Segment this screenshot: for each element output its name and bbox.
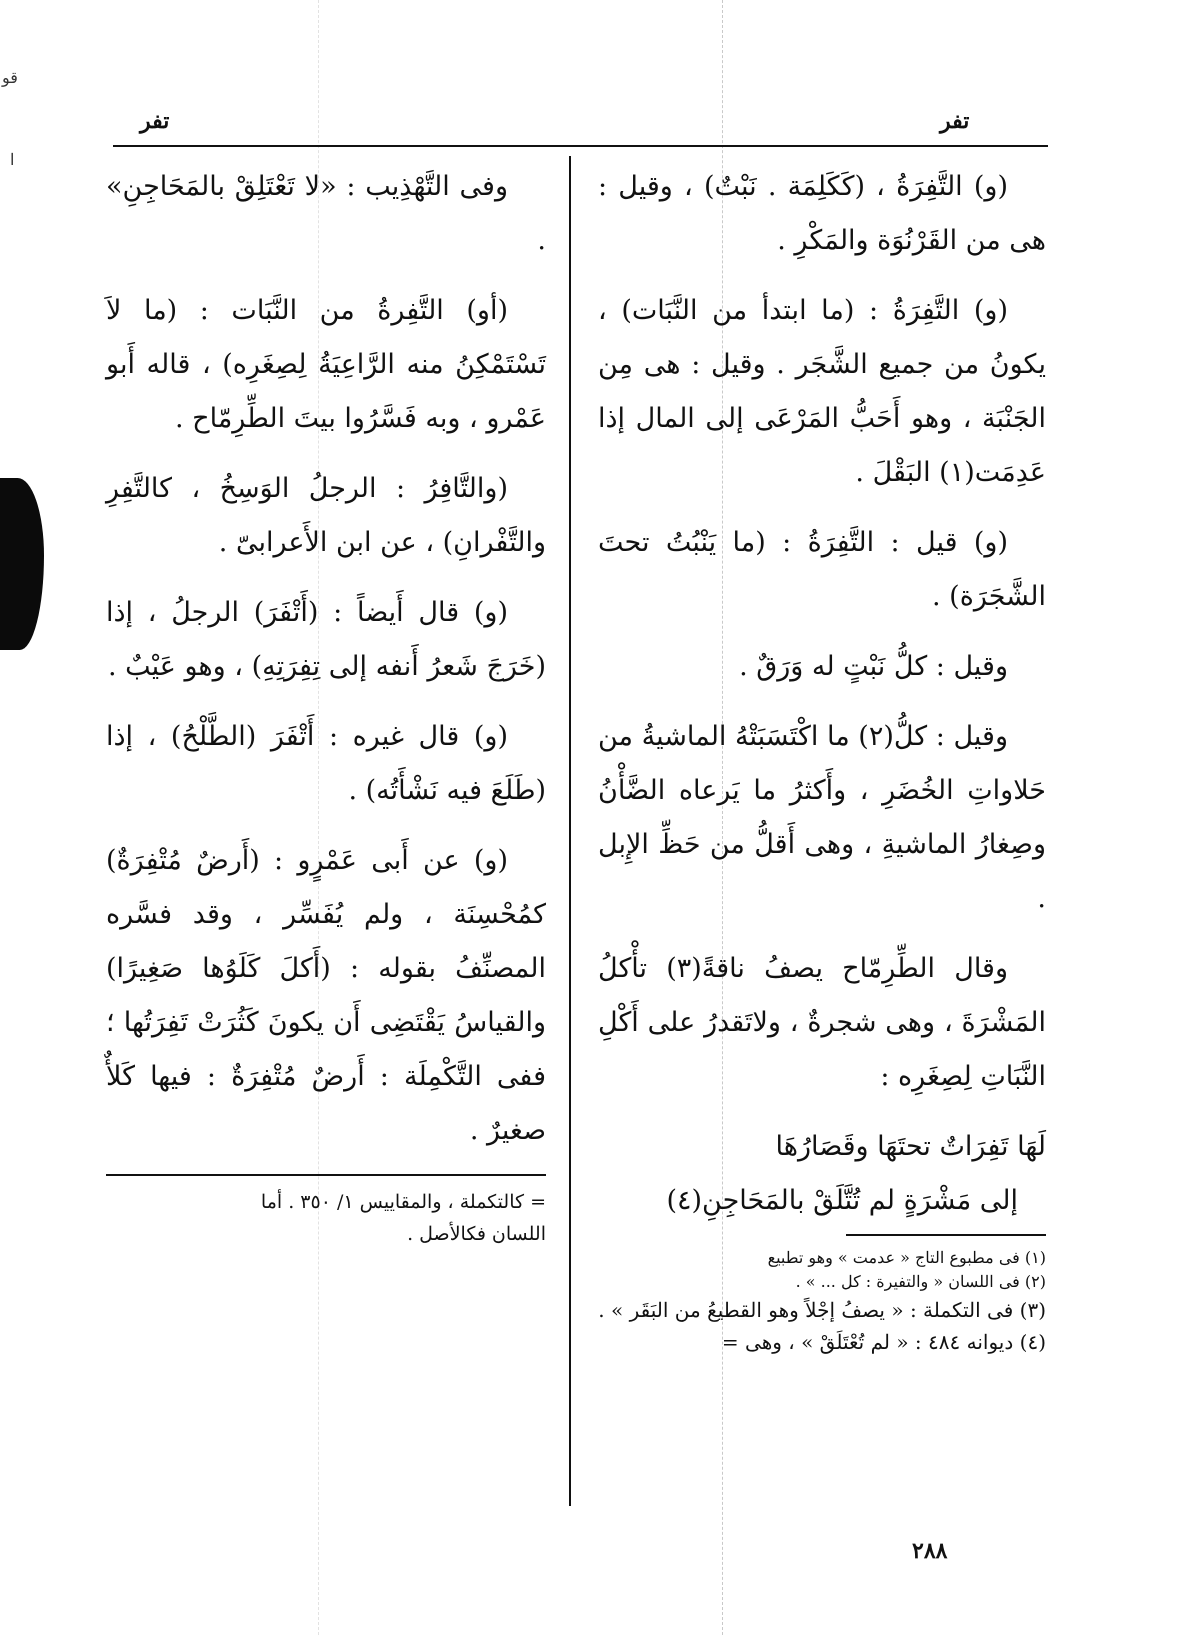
edge-mark-mid: ا <box>10 150 15 169</box>
left-footnotes <box>106 1186 546 1250</box>
paragraph: (أو) التَّفِرةُ من النَّبَات : (ما لاَ تَسْتَمْكِنُ منه الرَّاعِيَةُ لِصِغَرِه) ، قاله أَبو عَمْرو ، وبه فَسَّرُوا بيتَ الطِّرِمّاح . <box>106 295 546 434</box>
paragraph: وقال الطِّرِمّاح يصفُ ناقةً(٣) تأْكلُ المَشْرَةَ ، وهى شجرةٌ ، ولاتَقدرُ على أَكْلِ النَّبَاتِ لِصِغَرِه : <box>598 953 1046 1092</box>
paragraph: (و) عن أَبى عَمْرٍو : (أَرضٌ مُتْفِرَةٌ) كمُحْسِنَة ، ولم يُفَسِّر ، وقد فسَّره المصنِّفُ بقوله : (أَكلَ كَلَوُها صَغِيرًا) والقياسُ يَقْتَضِى أَن يكونَ كَثُرَتْ تَفِرَتُها ؛ ففى التَّكْمِلَة : أَرضٌ مُتْفِرَةٌ : فيها كَلأٌ صغيرٌ . <box>106 845 546 1146</box>
paragraph: وفى التَّهْذِيب : «لا تَعْتَلِقْ بالمَحَاجِنِ» . <box>106 171 546 256</box>
footnote-continuation-2: اللسان فكالأصل . <box>407 1223 546 1245</box>
paragraph: وقيل : كلُّ(٢) ما اكْتَسَبَتْهُ الماشيةُ من حَلاواتِ الخُضَرِ ، وأَكثرُ ما يَرعاه الضَّأْنُ وصِغارُ الماشيةِ ، وهى أَقلُّ من حَظِّ الإِبل . <box>598 721 1046 914</box>
verse-hemistich-2: إلى مَشْرَةٍ لم تُتَّلَقْ بالمَحَاجِنِ(٤) <box>666 1185 1018 1216</box>
paragraph: (و) قال أَيضاً : (أَتْفَرَ) الرجلُ ، إذا (خَرَجَ شَعرُ أَنفه إلى تِفِرَتِهِ) ، وهو عَيْبٌ . <box>106 597 546 682</box>
footnote-continuation: = كالتكملة ، والمقاييس ١/ ٣٥٠ . أما <box>260 1191 546 1213</box>
running-header-left: تفر <box>140 108 170 134</box>
footnote-rule <box>846 1234 1046 1236</box>
paragraph: وقيل : كلُّ نَبْتٍ له وَرَقٌ . <box>739 651 1008 682</box>
edge-mark-top: قو <box>2 68 18 87</box>
footnote-2: (٢) فى اللسان « والتفيرة : كل ... » . <box>795 1272 1046 1291</box>
left-column <box>106 160 546 1250</box>
paragraph: (و) التَّفِرَةُ ، (كَكَلِمَة . نَبْتٌ) ، وقيل : هى من القَرْنُوَة والمَكْرِ . <box>598 171 1046 256</box>
paragraph: (والتَّافِرُ : الرجلُ الوَسِخُ ، كالتَّفِرِ والتَّفْرانِ) ، عن ابن الأَعرابىّ . <box>106 473 546 558</box>
right-column <box>598 160 1046 1358</box>
footnote-4: (٤) ديوانه ٤٨٤ : « لم تُعْتَلَقْ » ، وهى = <box>721 1330 1046 1354</box>
column-divider <box>569 156 571 1506</box>
footnote-rule <box>106 1174 546 1176</box>
running-header-right: تفر <box>940 108 970 134</box>
paragraph: (و) قيل : التَّفِرَةُ : (ما يَنْبُتُ تحتَ الشَّجَرَة) . <box>598 527 1046 612</box>
header-rule <box>113 145 1048 147</box>
footnote-1: (١) فى مطبوع التاج « عدمت » وهو تطبيع <box>767 1248 1046 1267</box>
right-footnotes <box>598 1246 1046 1358</box>
footnote-3: (٣) فى التكملة : « يصفُ إجْلاً وهو القطيعُ من البَقَر » . <box>598 1298 1046 1322</box>
paragraph: (و) قال غيره : أَتْفَرَ (الطَّلْحُ) ، إذا (طَلَعَ فيه نَشْأَتُه) . <box>106 721 546 806</box>
verse-hemistich-1: لَهَا تَفِرَاتٌ تحتَهَا وقَصَارُهَا <box>775 1131 1046 1162</box>
poem-verse <box>598 1120 1046 1228</box>
paragraph: (و) التَّفِرَةُ : (ما ابتدأ من النَّبَات) ، يكونُ من جميع الشَّجَر . وقيل : هى مِن الجَنْبَة ، وهو أَحَبُّ المَرْعَى إلى المال إذا عَدِمَت(١) البَقْلَ . <box>598 295 1046 488</box>
scan-edge-blot <box>0 478 44 650</box>
page-number: ٢٨٨ <box>912 1538 948 1564</box>
